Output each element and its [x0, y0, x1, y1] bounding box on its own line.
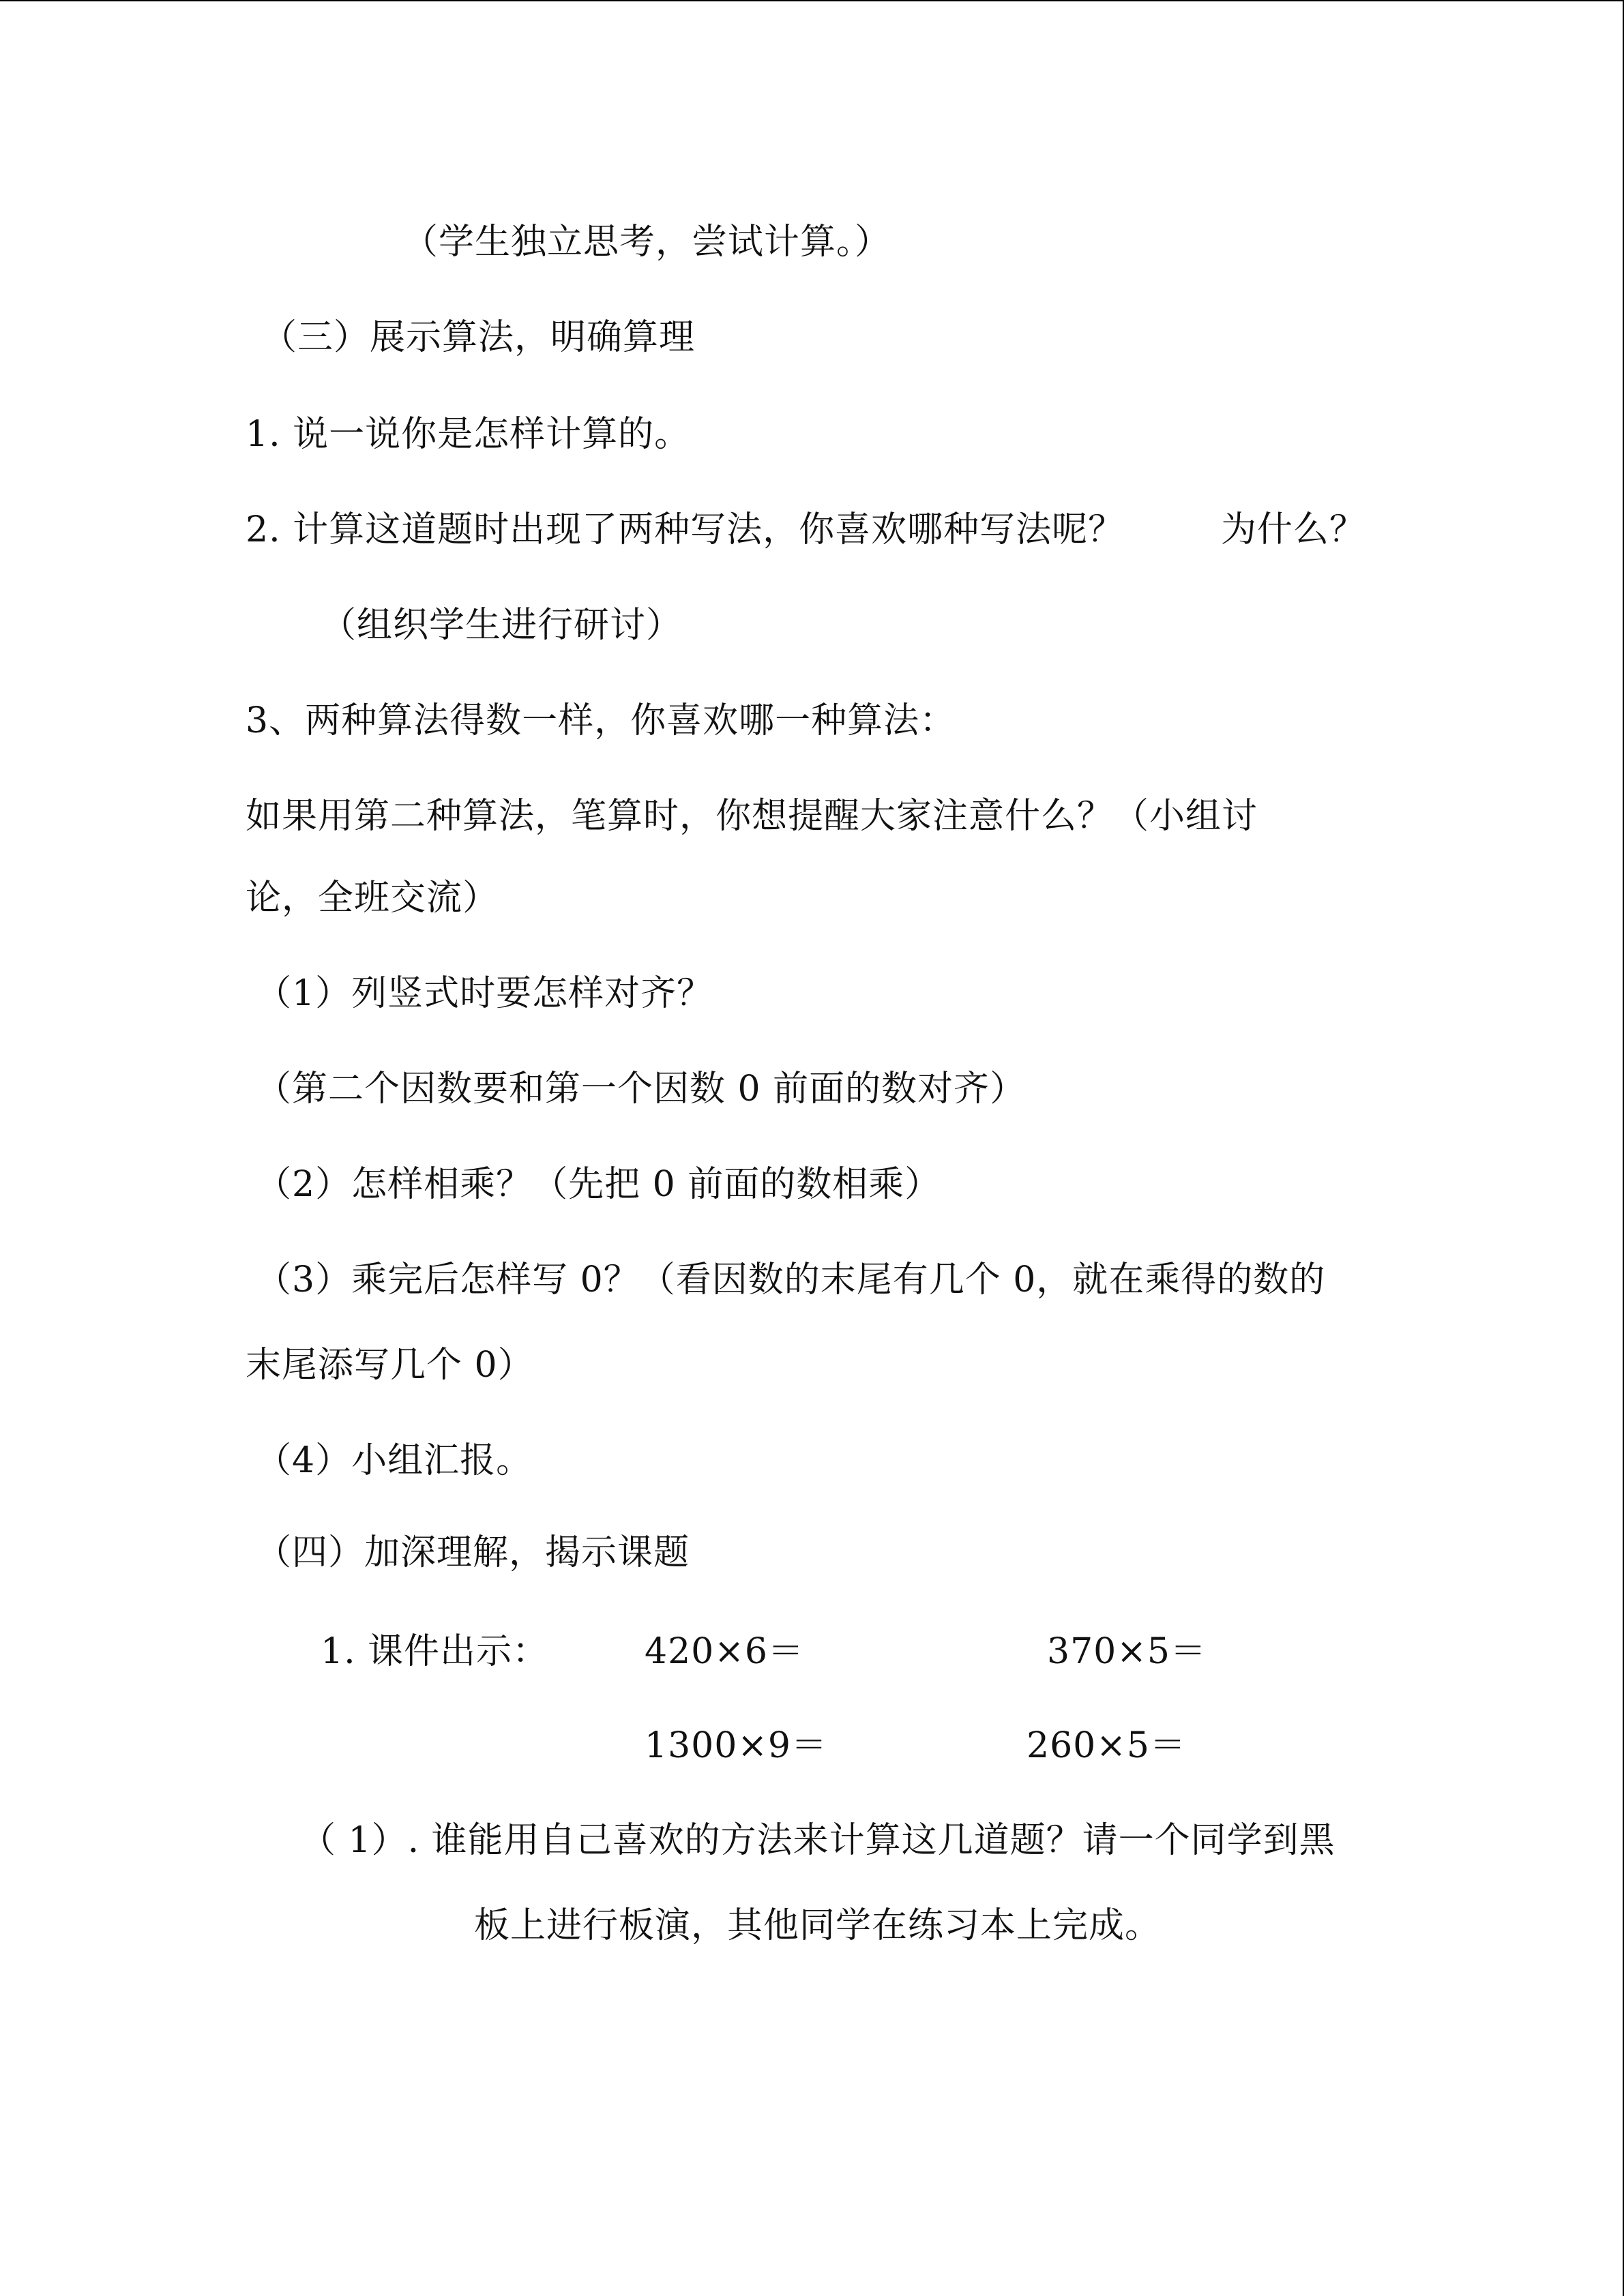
discussion-note: （组织学生进行研讨） — [321, 605, 683, 646]
item-2-why: 为什么？ — [1221, 509, 1366, 550]
answer-1: （第二个因数要和第一个因数 0 前面的数对齐） — [256, 1069, 1027, 1109]
courseware-label: 1. 课件出示： — [321, 1631, 549, 1672]
item-1-text: 1. 说一说你是怎样计算的。 — [246, 414, 691, 455]
item-3-text: 3、两种算法得数一样，你喜欢哪一种算法： — [246, 700, 956, 741]
student-think-note: （学生独立思考，尝试计算。） — [402, 222, 891, 263]
section-four-heading: （四）加深理解，揭示课题 — [256, 1532, 690, 1573]
problem-370x5: 370×5＝ — [1047, 1631, 1207, 1672]
question-2: （2）怎样相乘？（先把 0 前面的数相乘） — [256, 1164, 941, 1205]
question-1: （1）列竖式时要怎样对齐？ — [256, 973, 713, 1014]
paragraph-line-1: 如果用第二种算法，笔算时，你想提醒大家注意什么？（小组讨 — [246, 796, 1258, 837]
problem-260x5: 260×5＝ — [1027, 1725, 1186, 1766]
problem-1300x9: 1300×9＝ — [645, 1725, 827, 1766]
question-3-line-2: 末尾添写几个 0） — [246, 1345, 534, 1386]
question-4: （4）小组汇报。 — [256, 1440, 533, 1481]
problem-420x6: 420×6＝ — [645, 1631, 804, 1672]
question-3-line-1: （3）乘完后怎样写 0？（看因数的末尾有几个 0，就在乘得的数的 — [256, 1259, 1326, 1300]
item-2-text: 2. 计算这道题时出现了两种写法，你喜欢哪种写法呢？ — [246, 509, 1125, 550]
section-three-heading: （三）展示算法，明确算理 — [261, 317, 696, 358]
task-line-2: 板上进行板演，其他同学在练习本上完成。 — [474, 1905, 1162, 1946]
task-line-1: （ 1）. 谁能用自己喜欢的方法来计算这几道题？请一个同学到黑 — [300, 1820, 1335, 1861]
paragraph-line-2: 论，全班交流） — [246, 878, 499, 919]
